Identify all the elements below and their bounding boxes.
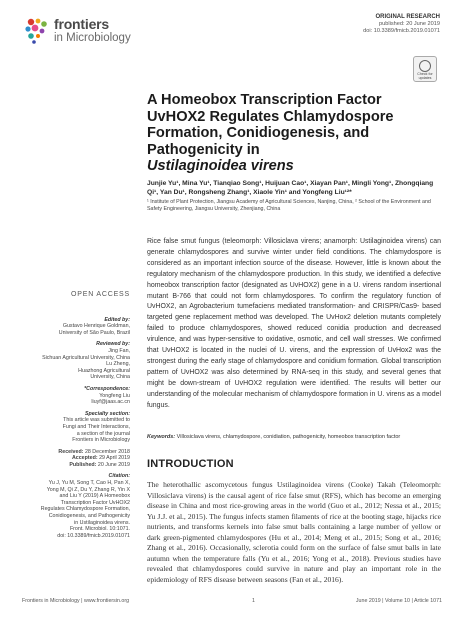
citation-block <box>22 473 130 539</box>
frontiers-logo-icon <box>22 16 52 46</box>
section-heading-introduction: INTRODUCTION <box>147 458 234 470</box>
citation-line: Regulates Chlamydospore Formation, <box>40 506 130 513</box>
reviewed-by-block <box>22 341 130 381</box>
title-main: A Homeobox Transcription Factor UvHOX2 Regulates Chlamydospore Formation, Conidiogenesis, and Pathogenicity in <box>147 92 394 158</box>
journal-name: in Microbiology <box>54 32 131 44</box>
article-title <box>147 92 437 175</box>
specialty-line: Fungi and Their Interactions, <box>62 423 130 430</box>
sidebar-info <box>22 292 130 544</box>
specialty-line: This article was submitted to <box>63 417 130 424</box>
affiliations: ¹ Institute of Plant Protection, Jiangsu Academy of Agricultural Sciences, Nanjing, China, ² School of the Environment and Safety Engineering, Jiangsu University, Zhenjiang, China <box>147 199 431 212</box>
article-meta <box>363 14 440 36</box>
citation-line: Yu J, Yu M, Song T, Cao H, Pan X, <box>48 480 130 487</box>
specialty-label: Specialty section: <box>84 410 130 417</box>
check-label: Check for updates <box>417 72 433 80</box>
reviewer-line: Lu Zheng, <box>106 361 130 368</box>
footer-volume-info: June 2019 | Volume 10 | Article 1071 <box>355 598 442 604</box>
introduction-text: The heterothallic ascomycetous fungus Ustilaginoidea virens (Cooke) Takah (Teleomorph: Villosiclava virens) is the causal agent of rice false smut (RFS), which has become an emerging disease in China and most rice-growing areas in the world (Guo et al., 2012; Nessa et al., 2015; Yu J.J. et al., 2015). The fungus infects stamen filaments of rice at the booting stage, hijacks rice nutrients, and transforms kernels into false smut balls containing a large number of yellow or dark green-pigmented chlamydospores (Hu et al., 2014; Meng et al., 2015; Song et al., 2016; Zhang et al., 2016). Occasionally, sclerotia could form on the surface of false smut balls in late autumn when the temperature falls (Yu et al., 2016; Yong et al., 2018). Previous studies have revealed that chlamydospores could survive in nature and play an important role in the epidemiology of RFS disease between seasons (Fan et al., 2016). <box>147 480 441 584</box>
citation-line: in Ustilaginoidea virens. <box>74 519 130 526</box>
edited-by-block <box>22 317 130 337</box>
keywords-label: Keywords: <box>147 434 176 440</box>
citation-line: Yong M, Qi Z, Du Y, Zhang R, Yin X <box>46 486 130 493</box>
correspondence-email-link[interactable]: liuyf@jaas.ac.cn <box>91 399 130 406</box>
correspondence-name: Yongfeng Liu <box>99 392 130 399</box>
open-access-badge: OPEN ACCESS <box>71 291 130 298</box>
reviewed-by-label: Reviewed by: <box>96 341 130 348</box>
article-type: ORIGINAL RESEARCH <box>375 14 440 20</box>
keywords-text: Villosiclava virens, chlamydospore, conidiation, pathogenicity, homeobox transcription factor <box>176 434 401 440</box>
citation-line: Transcription Factor UvHOX2 <box>60 499 130 506</box>
citation-line: Front. Microbiol. 10:1071. <box>69 526 130 533</box>
editor-line: University of São Paulo, Brazil <box>58 329 130 336</box>
received-date: 28 December 2018 <box>84 448 130 455</box>
journal-logo[interactable] <box>22 14 162 50</box>
citation-doi-link[interactable]: doi: 10.3389/fmicb.2019.01071 <box>57 532 130 539</box>
received-label: Received: <box>58 448 84 455</box>
reviewer-line: Jing Fan, <box>108 347 130 354</box>
author-list[interactable]: Junjie Yu¹, Mina Yu¹, Tianqiao Song¹, Huijuan Cao¹, Xiayan Pan¹, Mingli Yong¹, Zhongqiang Qi¹, Yan Du¹, Rongsheng Zhang¹, Xiaole Yin¹ and Yongfeng Liu¹²* <box>147 180 434 196</box>
title-italic: Ustilaginoidea virens <box>147 158 294 174</box>
specialty-line: Frontiers in Microbiology <box>72 437 130 444</box>
footer-journal-link[interactable]: Frontiers in Microbiology | www.frontiersin.org <box>22 598 130 604</box>
brand-name: frontiers <box>54 16 109 32</box>
citation-label: Citation: <box>108 473 130 480</box>
published-date-sidebar: 20 June 2019 <box>97 461 130 468</box>
dates-block <box>22 449 130 469</box>
page-number: 1 <box>252 598 255 604</box>
reviewer-line: Huazhong Agricultural <box>78 367 130 374</box>
abstract: Rice false smut fungus (teleomorph: Villosiclava virens; anamorph: Ustilaginoidea virens) can generate chlamydospores and survive winter under field conditions. The chlamydospore is considered as an important infection source of the disease. However, little is known about the regulatory mechanism of the chlamydospore production. In this study, we identified a defective homeobox transcription factor (designated as UvHOX2) gene in a U. virens random insertional mutant B-766 that could not form chlamydospores. To confirm the regulatory function of UvHOX2, an Agrobacterium tumefaciens mediated transformation- and CRISPR/Cas9- based targeted gene replacement method was developed. The UvHox2 deletion mutants completely failed to produce chlamydospores, showed reduced conidia production and decreased virulence, and was hyper-sensitive to oxidative, osmotic, and cell wall stresses. We confirmed that UvHOX2 is located in the nuclei of U. virens, and the expression of UvHox2 was the strongest during the early stage of chlamydospore and conidium formation. Global transcription pattern of UvHOX2 was also determined by RNA-seq in this study, and several genes that might be down-stream of UvHOX2 regulation were identified. The results will better our understanding of the molecular mechanism of chlamydospore formation in U. virens as a model fungus. <box>147 238 441 409</box>
check-for-updates-button[interactable] <box>413 56 437 82</box>
reviewer-line: Sichuan Agricultural University, China <box>42 354 130 361</box>
doi-link[interactable]: doi: 10.3389/fmicb.2019.01071 <box>363 28 440 35</box>
reviewer-line: University, China <box>90 374 130 381</box>
accepted-label: Accepted: <box>71 455 98 462</box>
specialty-block <box>22 411 130 444</box>
accepted-date: 29 April 2019 <box>99 455 130 462</box>
correspondence-label: *Correspondence: <box>84 385 130 392</box>
editor-line: Gustavo Henrique Goldman, <box>62 323 130 330</box>
citation-line: and Liu Y (2019) A Homeobox <box>59 493 130 500</box>
edited-by-label: Edited by: <box>104 316 130 323</box>
specialty-line: a section of the journal <box>76 430 130 437</box>
citation-line: Conidiogenesis, and Pathogenicity <box>48 513 130 520</box>
check-icon <box>419 60 431 72</box>
correspondence-block <box>22 386 130 406</box>
published-label: Published: <box>69 461 97 468</box>
keywords <box>147 434 441 440</box>
published-date: published: 20 June 2019 <box>379 21 440 28</box>
